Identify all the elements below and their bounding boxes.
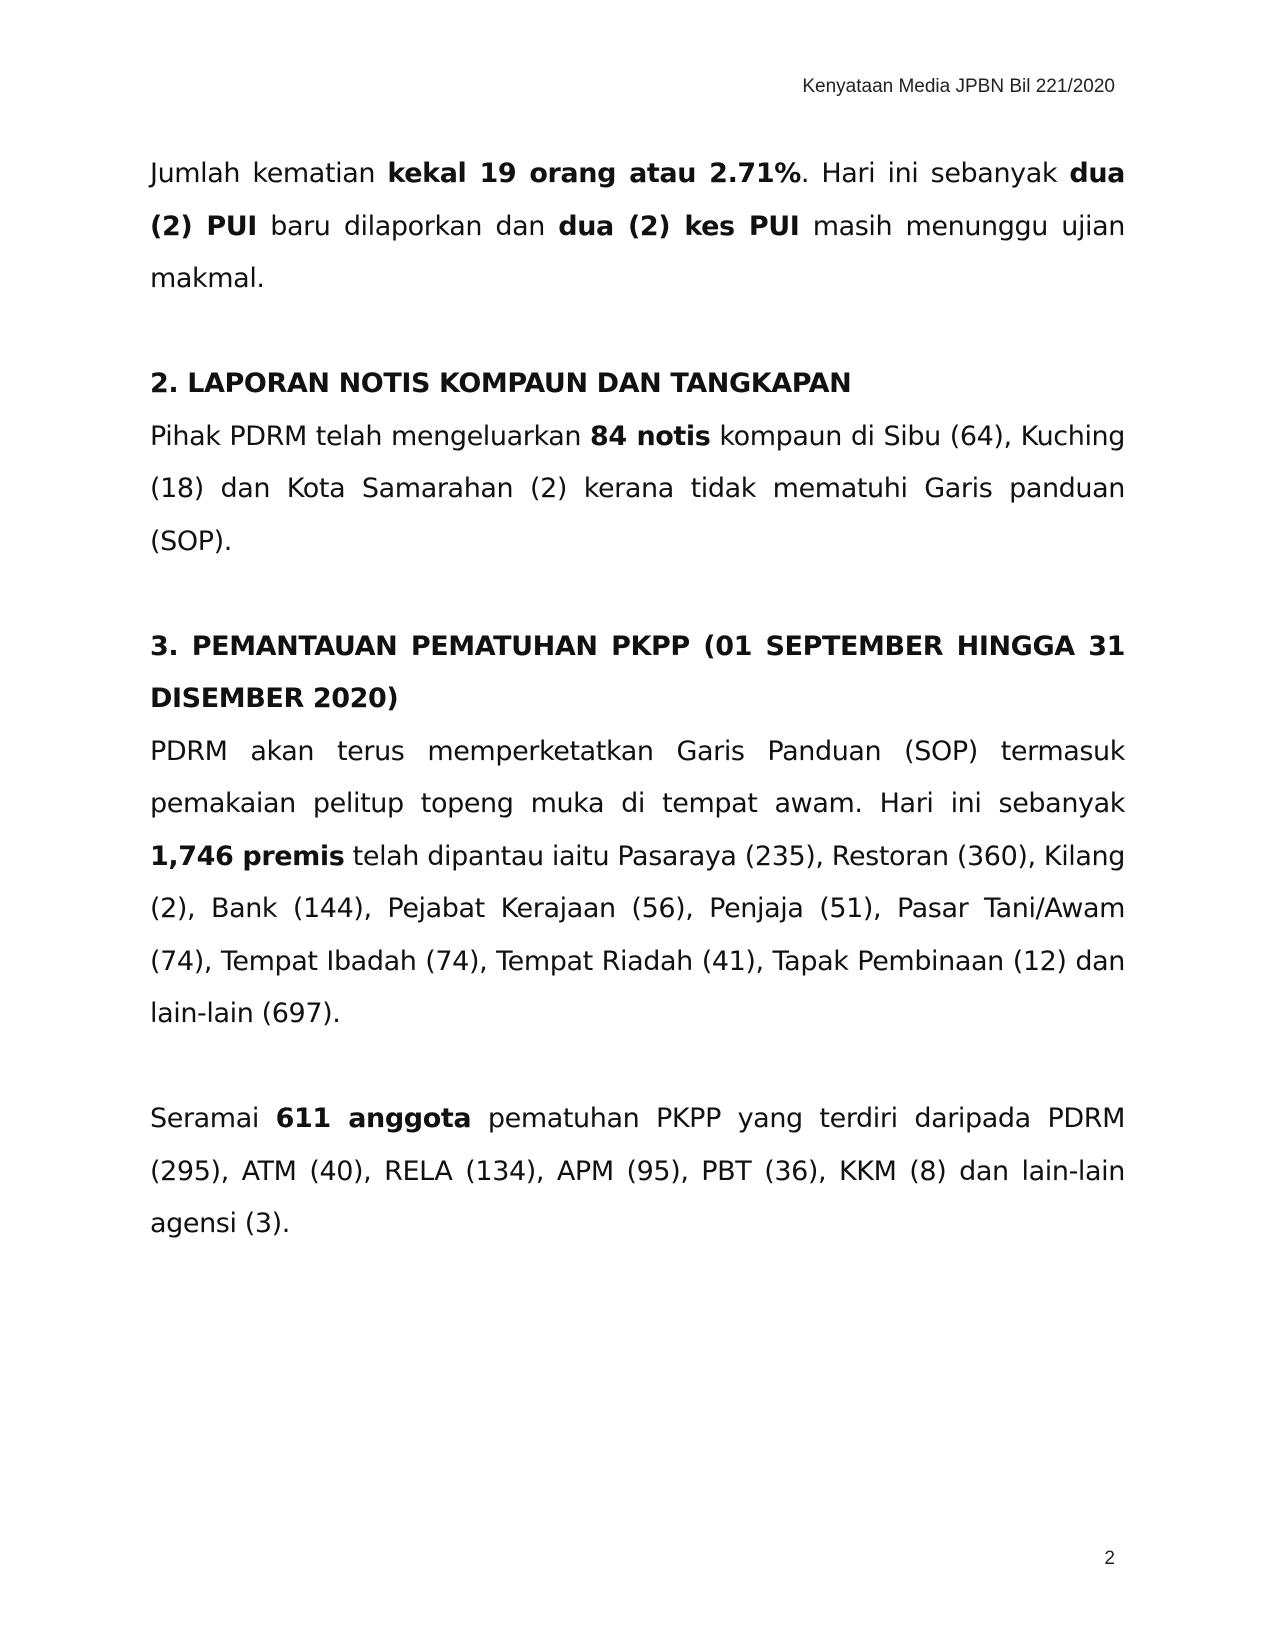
- section-3-p1-bold-premises: 1,746 premis: [150, 840, 345, 872]
- document-body: [150, 148, 1125, 1251]
- section-3-p1-text-1: PDRM akan terus memperketatkan Garis Panduan (SOP) termasuk pemakaian pelitup topeng muka di tempat awam. Hari ini sebanyak: [150, 735, 1125, 819]
- page-number: 2: [1104, 1548, 1115, 1569]
- section-2-paragraph: [150, 411, 1125, 569]
- section-2-bold-notices: 84 notis: [589, 420, 711, 452]
- spacer: [150, 1041, 1125, 1094]
- intro-bold-new-pui: dua (2) PUI: [150, 158, 1125, 242]
- intro-bold-pending-pui: dua (2) kes PUI: [558, 210, 800, 242]
- intro-bold-death-count: kekal 19 orang atau 2.71%: [387, 158, 801, 189]
- section-3-paragraph-1: [150, 726, 1125, 1041]
- spacer: [150, 306, 1125, 359]
- section-2-heading: 2. LAPORAN NOTIS KOMPAUN DAN TANGKAPAN: [150, 368, 852, 399]
- intro-paragraph: [150, 148, 1125, 306]
- section-3-p1-text-2: telah dipantau iaitu Pasaraya (235), Restoran (360), Kilang (2), Bank (144), Pejabat Kerajaan (56), Penjaja (51), Pasar Tani/Awam (74), Tempat Ibadah (74), Tempat Riadah (41), Tapak Pembinaan (12) dan lain-lain (697).: [150, 840, 1125, 1029]
- section-2-text-1: Pihak PDRM telah mengeluarkan: [150, 420, 590, 452]
- section-3-p2-text-1: Seramai: [150, 1103, 276, 1134]
- section-2-text-2: kompaun di Sibu (64), Kuching (18) dan Kota Samarahan (2) kerana tidak mematuhi Garis panduan (SOP).: [150, 420, 1125, 557]
- section-3-p2-text-2: pematuhan PKPP yang terdiri daripada PDRM (295), ATM (40), RELA (134), APM (95), PBT (36), KKM (8) dan lain-lain agensi (3).: [150, 1103, 1125, 1239]
- intro-text-2: . Hari ini sebanyak: [800, 158, 1070, 189]
- document-header-reference: Kenyataan Media JPBN Bil 221/2020: [802, 76, 1115, 97]
- intro-text-3: baru dilaporkan dan: [256, 210, 559, 242]
- section-3-p2-bold-members: 611 anggota: [275, 1103, 472, 1134]
- intro-text-4: masih menunggu ujian makmal.: [150, 210, 1126, 294]
- section-3-paragraph-2: [150, 1093, 1125, 1251]
- section-3-heading: 3. PEMANTAUAN PEMATUHAN PKPP (01 SEPTEMBER HINGGA 31 DISEMBER 2020): [150, 630, 1125, 714]
- spacer: [150, 568, 1125, 621]
- intro-text-1: Jumlah kematian: [150, 158, 388, 189]
